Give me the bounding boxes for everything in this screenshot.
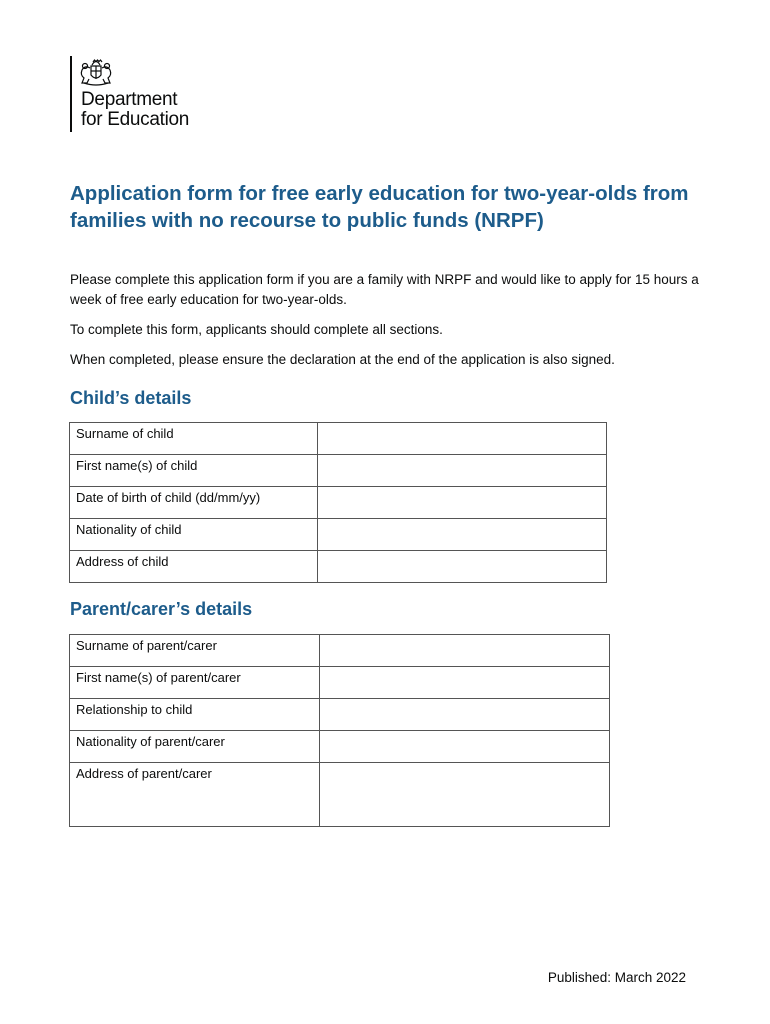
relationship-field[interactable] bbox=[320, 699, 610, 731]
parent-surname-field[interactable] bbox=[320, 635, 610, 667]
logo-rule bbox=[70, 56, 72, 132]
logo-line-2: for Education bbox=[81, 109, 190, 130]
logo-text bbox=[81, 90, 189, 130]
table-row bbox=[70, 487, 607, 519]
table-row bbox=[70, 731, 610, 763]
table-row bbox=[70, 667, 610, 699]
table-row bbox=[70, 763, 610, 827]
child-details-heading: Child’s details bbox=[70, 388, 192, 408]
table-row bbox=[70, 423, 607, 455]
table-row bbox=[70, 635, 610, 667]
child-dob-field[interactable] bbox=[318, 487, 607, 519]
child-nationality-label: Nationality of child bbox=[70, 519, 318, 551]
parent-details-heading: Parent/carer’s details bbox=[70, 599, 253, 619]
table-row bbox=[70, 699, 610, 731]
child-first-name-field[interactable] bbox=[318, 455, 607, 487]
page-title: Application form for free early education for two-year-olds from families with no recourse to public funds (NRPF) bbox=[70, 182, 689, 232]
parent-details-table bbox=[69, 634, 610, 827]
dfe-logo bbox=[70, 56, 230, 132]
parent-nationality-field[interactable] bbox=[320, 731, 610, 763]
relationship-label: Relationship to child bbox=[70, 699, 320, 731]
child-address-field[interactable] bbox=[318, 551, 607, 583]
parent-first-name-field[interactable] bbox=[320, 667, 610, 699]
child-dob-label: Date of birth of child (dd/mm/yy) bbox=[70, 487, 318, 519]
parent-nationality-label: Nationality of parent/carer bbox=[70, 731, 320, 763]
table-row bbox=[70, 455, 607, 487]
intro-paragraph-1: Please complete this application form if you are a family with NRPF and would like to apply for 15 hours a week of free early education for two-year-olds. bbox=[70, 272, 699, 307]
intro-paragraph-3: When completed, please ensure the declaration at the end of the application is also signed. bbox=[70, 352, 615, 367]
royal-coat-of-arms-icon bbox=[78, 56, 114, 86]
intro-paragraph-2: To complete this form, applicants should complete all sections. bbox=[70, 322, 443, 337]
published-date: Published: March 2022 bbox=[547, 970, 686, 985]
table-row bbox=[70, 551, 607, 583]
parent-surname-label: Surname of parent/carer bbox=[70, 635, 320, 667]
child-nationality-field[interactable] bbox=[318, 519, 607, 551]
logo-line-1: Department bbox=[81, 89, 178, 110]
parent-first-name-label: First name(s) of parent/carer bbox=[70, 667, 320, 699]
child-address-label: Address of child bbox=[70, 551, 318, 583]
child-surname-label: Surname of child bbox=[70, 423, 318, 455]
parent-address-field[interactable] bbox=[320, 763, 610, 827]
parent-address-label: Address of parent/carer bbox=[70, 763, 320, 827]
table-row bbox=[70, 519, 607, 551]
child-surname-field[interactable] bbox=[318, 423, 607, 455]
child-first-name-label: First name(s) of child bbox=[70, 455, 318, 487]
child-details-table bbox=[69, 422, 607, 583]
